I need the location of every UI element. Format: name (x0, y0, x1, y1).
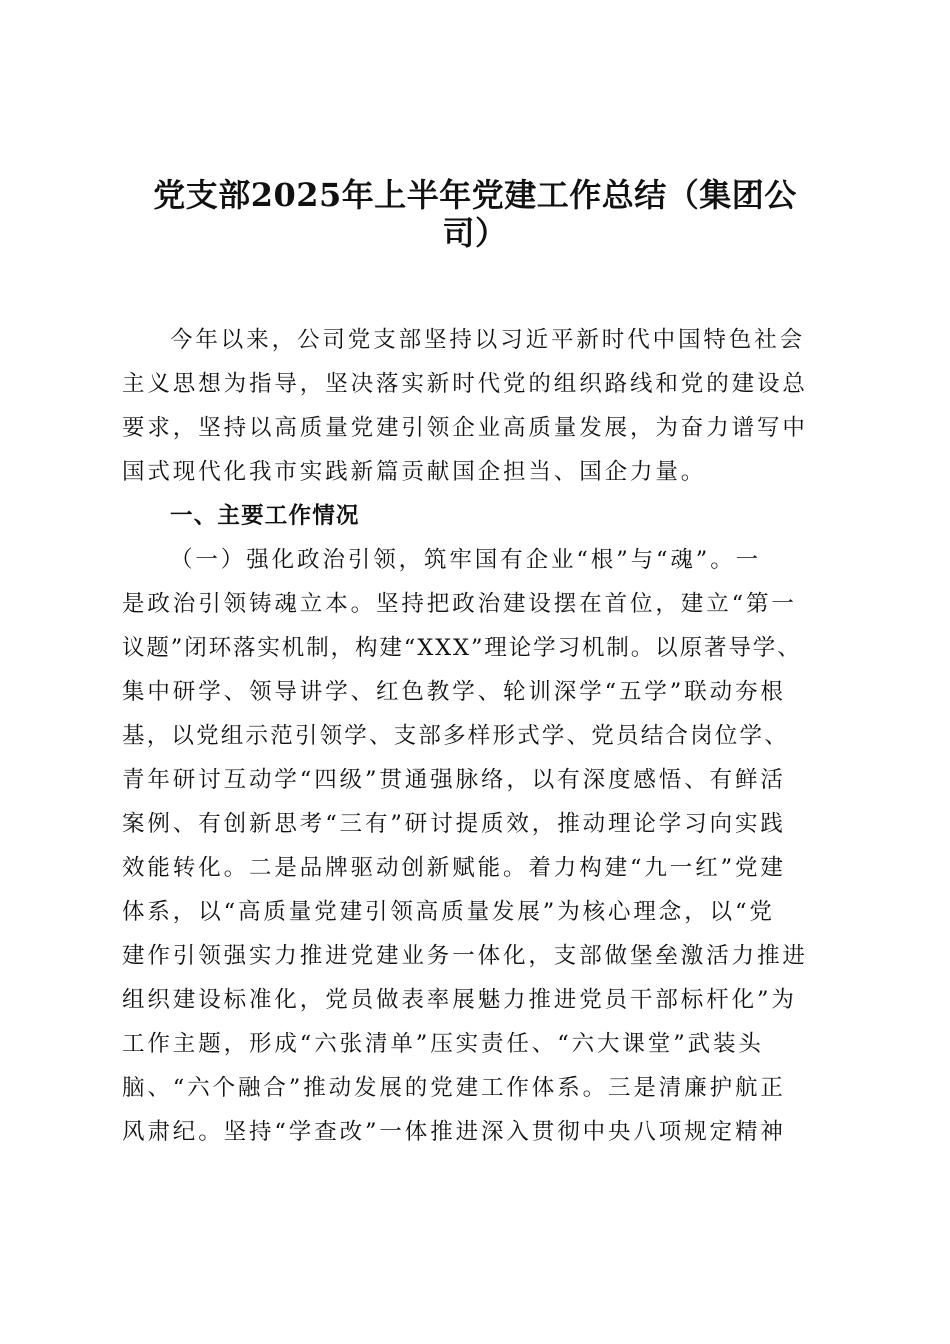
title-line: 司） (442, 214, 508, 252)
paragraph-line: 国式现代化我市实践新篇贡献国企担当、国企力量。 (122, 459, 707, 485)
paragraph-line: 议题”闭环落实机制，构建“XXX”理论学习机制。以原著导学、 (122, 635, 802, 661)
paragraph-line: 青年研讨互动学“四级”贯通强脉络，以有深度感悟、有鲜活 (122, 767, 786, 793)
paragraph-line: 集中研学、领导讲学、红色教学、轮训深学“五学”联动夯根 (122, 679, 786, 705)
section-paragraph (122, 538, 830, 1154)
document-title (120, 176, 830, 252)
paragraph-line: 风肃纪。坚持“学查改”一体推进深入贯彻中央八项规定精神 (122, 1119, 786, 1145)
paragraph-line: 效能转化。二是品牌驱动创新赋能。着力构建“九一红”党建 (122, 855, 786, 881)
paragraph-line: 体系，以“高质量党建引领高质量发展”为核心理念，以“党 (122, 899, 775, 925)
paragraph-line: 脑、“六个融合”推动发展的党建工作体系。三是清廉护航正 (122, 1075, 786, 1101)
paragraph-line: （一）强化政治引领，筑牢国有企业“根”与“魂”。一 (170, 547, 762, 573)
paragraph-line: 主义思想为指导，坚决落实新时代党的组织路线和党的建设总 (122, 371, 808, 397)
paragraph-line: 今年以来，公司党支部坚持以习近平新时代中国特色社会 (170, 327, 806, 353)
paragraph-line: 要求，坚持以高质量党建引领企业高质量发展，为奋力谱写中 (122, 415, 808, 441)
document-body (122, 318, 830, 1154)
intro-paragraph (122, 318, 830, 494)
paragraph-line: 是政治引领铸魂立本。坚持把政治建设摆在首位，建立“第一 (122, 591, 797, 617)
paragraph-line: 工作主题，形成“六张清单”压实责任、“六大课堂”武装头 (122, 1031, 764, 1057)
paragraph-line: 基，以党组示范引领学、支部多样形式学、党员结合岗位学、 (122, 723, 789, 749)
paragraph-line: 组织建设标准化，党员做表率展魅力推进党员干部标杆化”为 (122, 987, 797, 1013)
title-line: 党支部2025年上半年党建工作总结（集团公 (153, 176, 797, 214)
section-heading: 一、主要工作情况 (170, 503, 360, 529)
paragraph-line: 建作引领强实力推进党建业务一体化，支部做堡垒激活力推进 (122, 943, 808, 969)
paragraph-line: 案例、有创新思考“三有”研讨提质效，推动理论学习向实践 (122, 811, 786, 837)
